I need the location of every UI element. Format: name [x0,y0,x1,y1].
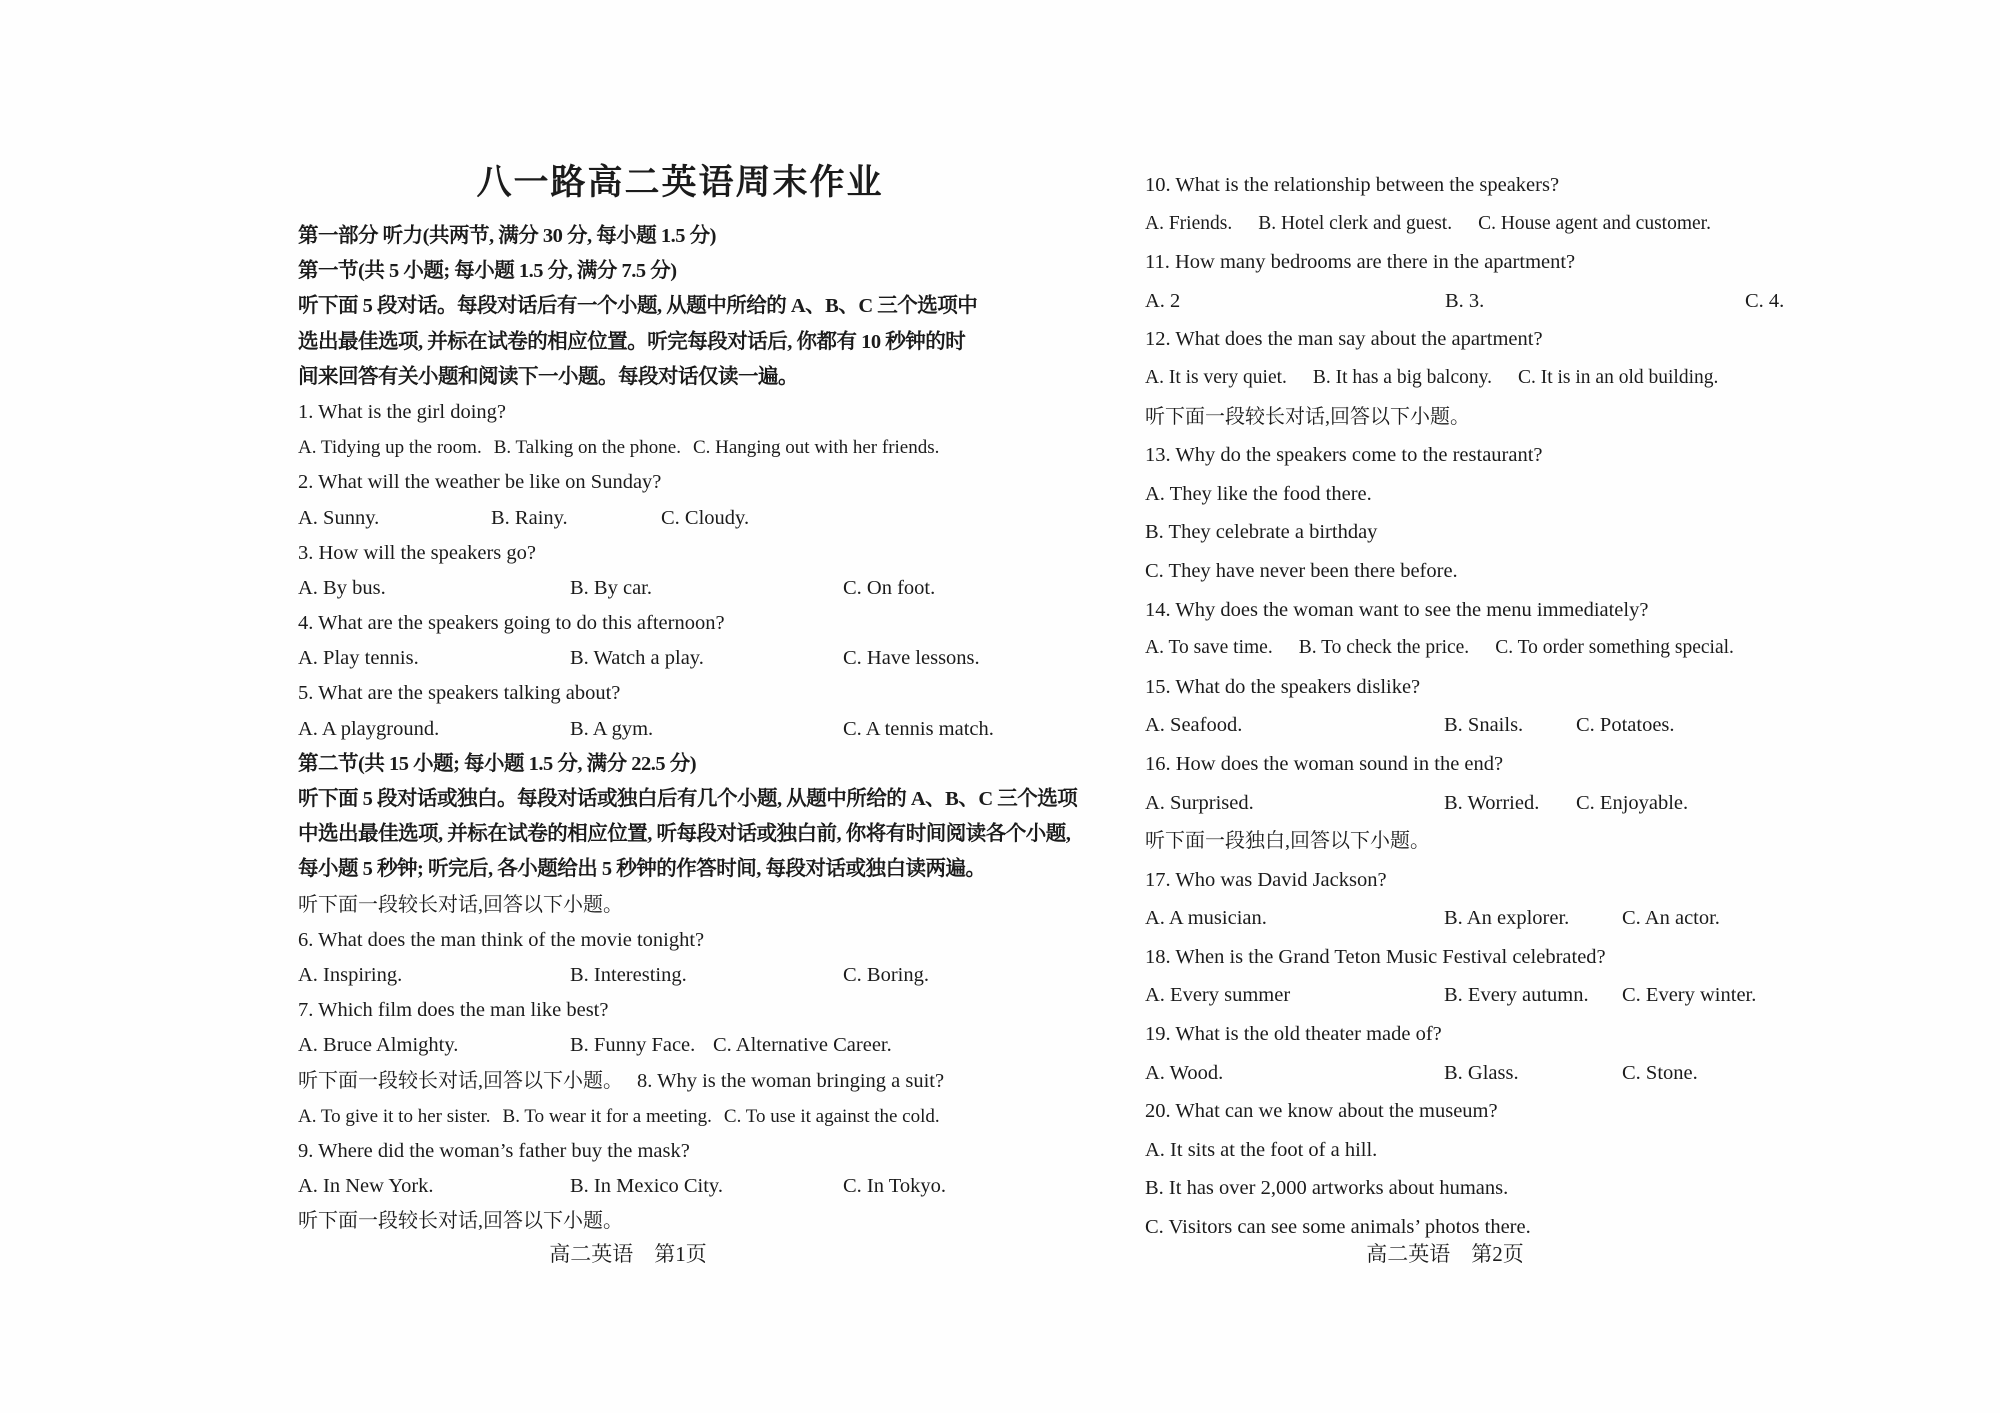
question-12-options [1145,359,1805,398]
question-19-options [1145,1054,1805,1093]
option-b: B. By car. [570,576,652,599]
question-5-options [298,712,1010,747]
option-c: C. A tennis match. [843,717,994,740]
section1-instruction-line: 间来回答有关小题和阅读下一小题。每段对话仅读一遍。 [298,365,798,388]
question-1: 1. What is the girl doing? [298,400,507,423]
section2-instruction-line: 听下面 5 段对话或独白。每段对话或独白后有几个小题, 从题中所给的 A、B、C 三个选项 [298,788,1078,810]
question-15-options [1145,706,1805,745]
question-13: 13. Why do the speakers come to the restaurant? [1145,444,1543,467]
right-column [1145,166,1805,1247]
question-18: 18. When is the Grand Teton Music Festival celebrated? [1145,945,1606,968]
question-12: 12. What does the man say about the apartment? [1145,328,1543,351]
option-a: A. In New York. [298,1175,434,1198]
question-8-options [298,1099,1010,1134]
question-10: 10. What is the relationship between the speakers? [1145,174,1560,196]
option-a: A. Seafood. [1145,714,1243,737]
option-c: C. 4. [1745,289,1785,312]
option-b: B. Hotel clerk and guest. [1258,212,1453,234]
question-9-options [298,1169,1010,1204]
page-footer-right: 高二英语 第2页 [1366,1242,1524,1266]
section2-instruction-line: 中选出最佳选项, 并标在试卷的相应位置, 听每段对话或独白前, 你将有时间阅读各个小题, [298,823,1071,846]
page-footer-left: 高二英语 第1页 [549,1242,707,1266]
question-13-option-a: A. They like the food there. [1145,482,1372,505]
option-b: B. Talking on the phone. [493,437,681,459]
option-a: A. Play tennis. [298,647,419,670]
question-13-option-c: C. They have never been there before. [1145,559,1458,582]
option-c: C. Every winter. [1622,984,1757,1007]
option-c: C. Alternative Career. [713,1034,892,1057]
option-a: A. A playground. [298,717,440,740]
option-c: C. In Tokyo. [843,1175,946,1198]
dialog-cue-and-question-8 [298,1064,1010,1099]
question-8: 8. Why is the woman bringing a suit? [637,1069,945,1092]
question-3-options [298,571,1010,606]
question-5: 5. What are the speakers talking about? [298,682,621,705]
question-6: 6. What does the man think of the movie tonight? [298,928,705,951]
option-b: B. To check the price. [1298,637,1470,659]
option-b: B. Every autumn. [1444,984,1589,1007]
dialog-cue: 听下面一段较长对话,回答以下小题。 [298,893,623,916]
option-a: A. Surprised. [1145,791,1254,814]
question-18-options [1145,976,1805,1015]
option-a: A. Wood. [1145,1061,1224,1084]
dialog-cue: 听下面一段较长对话,回答以下小题。 [298,1210,623,1233]
option-c: C. An actor. [1622,907,1720,930]
option-a: A. Sunny. [298,506,380,529]
question-20: 20. What can we know about the museum? [1145,1100,1498,1123]
option-c: C. House agent and customer. [1478,212,1711,234]
question-4-options [298,641,1010,676]
option-c: C. To use it against the cold. [723,1105,940,1127]
part1-header: 第一部分 听力(共两节, 满分 30 分, 每小题 1.5 分) [298,225,716,247]
question-1-options [298,430,1010,465]
question-9: 9. Where did the woman’s father buy the mask? [298,1139,690,1162]
dialog-cue: 听下面一段较长对话,回答以下小题。 [298,1069,623,1092]
question-3: 3. How will the speakers go? [298,541,536,564]
question-20-option-a: A. It sits at the foot of a hill. [1145,1138,1378,1161]
option-b: B. To wear it for a meeting. [502,1105,712,1127]
option-a: A. To give it to her sister. [298,1105,491,1127]
question-16: 16. How does the woman sound in the end? [1145,752,1504,775]
option-a: A. Inspiring. [298,963,403,986]
question-7-options [298,1028,1010,1063]
option-c: C. Have lessons. [843,647,980,670]
option-a: A. Bruce Almighty. [298,1034,459,1057]
option-b: B. It has a big balcony. [1312,366,1492,388]
option-a: A. To save time. [1145,637,1273,659]
dialog-cue: 听下面一段较长对话,回答以下小题。 [1145,405,1470,428]
option-a: A. By bus. [298,576,386,599]
question-17-options [1145,899,1805,938]
question-19: 19. What is the old theater made of? [1145,1023,1442,1046]
section1-instruction-line: 选出最佳选项, 并标在试卷的相应位置。听完每段对话后, 你都有 10 秒钟的时 [298,330,966,353]
option-c: C. It is in an old building. [1517,366,1719,388]
section1-instruction-line: 听下面 5 段对话。每段对话后有一个小题, 从题中所给的 A、B、C 三个选项中 [298,295,978,318]
option-b: B. Interesting. [570,963,687,986]
option-c: C. Boring. [843,963,929,986]
option-b: B. In Mexico City. [570,1175,723,1198]
section1-header: 第一节(共 5 小题; 每小题 1.5 分, 满分 7.5 分) [298,260,677,283]
left-column [298,219,1078,1239]
option-b: B. Worried. [1444,791,1540,814]
option-a: A. 2 [1145,289,1181,312]
section2-instruction-line: 每小题 5 秒钟; 听完后, 各小题给出 5 秒钟的作答时间, 每段对话或独白读两遍。 [298,858,986,881]
option-b: B. Glass. [1444,1061,1519,1084]
section2-header: 第二节(共 15 小题; 每小题 1.5 分, 满分 22.5 分) [298,752,697,775]
option-c: C. Hanging out with her friends. [692,437,940,459]
option-c: C. On foot. [843,576,936,599]
question-20-option-b: B. It has over 2,000 artworks about humans. [1145,1177,1509,1200]
question-2-options [298,501,1010,536]
question-2: 2. What will the weather be like on Sunday? [298,471,662,494]
question-4: 4. What are the speakers going to do this afternoon? [298,612,725,635]
question-14-options [1145,629,1805,668]
option-a: A. A musician. [1145,907,1267,930]
exam-title: 八一路高二英语周末作业 [476,163,884,202]
option-c: C. Cloudy. [661,506,750,529]
option-a: A. Tidying up the room. [298,437,482,459]
question-7: 7. Which film does the man like best? [298,999,609,1022]
option-a: A. Every summer [1145,984,1291,1007]
option-b: B. A gym. [570,717,654,740]
question-11-options [1145,282,1805,321]
question-16-options [1145,784,1805,823]
option-c: C. Potatoes. [1576,714,1675,737]
question-20-option-c: C. Visitors can see some animals’ photos there. [1145,1216,1531,1239]
option-c: C. Stone. [1622,1061,1698,1084]
question-17: 17. Who was David Jackson? [1145,868,1387,891]
option-a: A. Friends. [1145,212,1233,234]
question-6-options [298,958,1010,993]
question-15: 15. What do the speakers dislike? [1145,675,1421,698]
option-b: B. Snails. [1444,714,1524,737]
question-14: 14. Why does the woman want to see the menu immediately? [1145,598,1649,621]
option-b: B. Rainy. [491,506,568,529]
question-10-options [1145,205,1805,244]
option-b: B. An explorer. [1444,907,1570,930]
option-c: C. To order something special. [1495,637,1734,659]
option-b: B. Watch a play. [570,647,704,670]
option-a: A. It is very quiet. [1145,366,1287,388]
monologue-cue: 听下面一段独白,回答以下小题。 [1145,830,1430,853]
question-11: 11. How many bedrooms are there in the apartment? [1145,251,1576,274]
option-c: C. Enjoyable. [1576,791,1689,814]
option-b: B. 3. [1445,289,1485,312]
option-b: B. Funny Face. [570,1034,696,1057]
question-13-option-b: B. They celebrate a birthday [1145,521,1378,544]
